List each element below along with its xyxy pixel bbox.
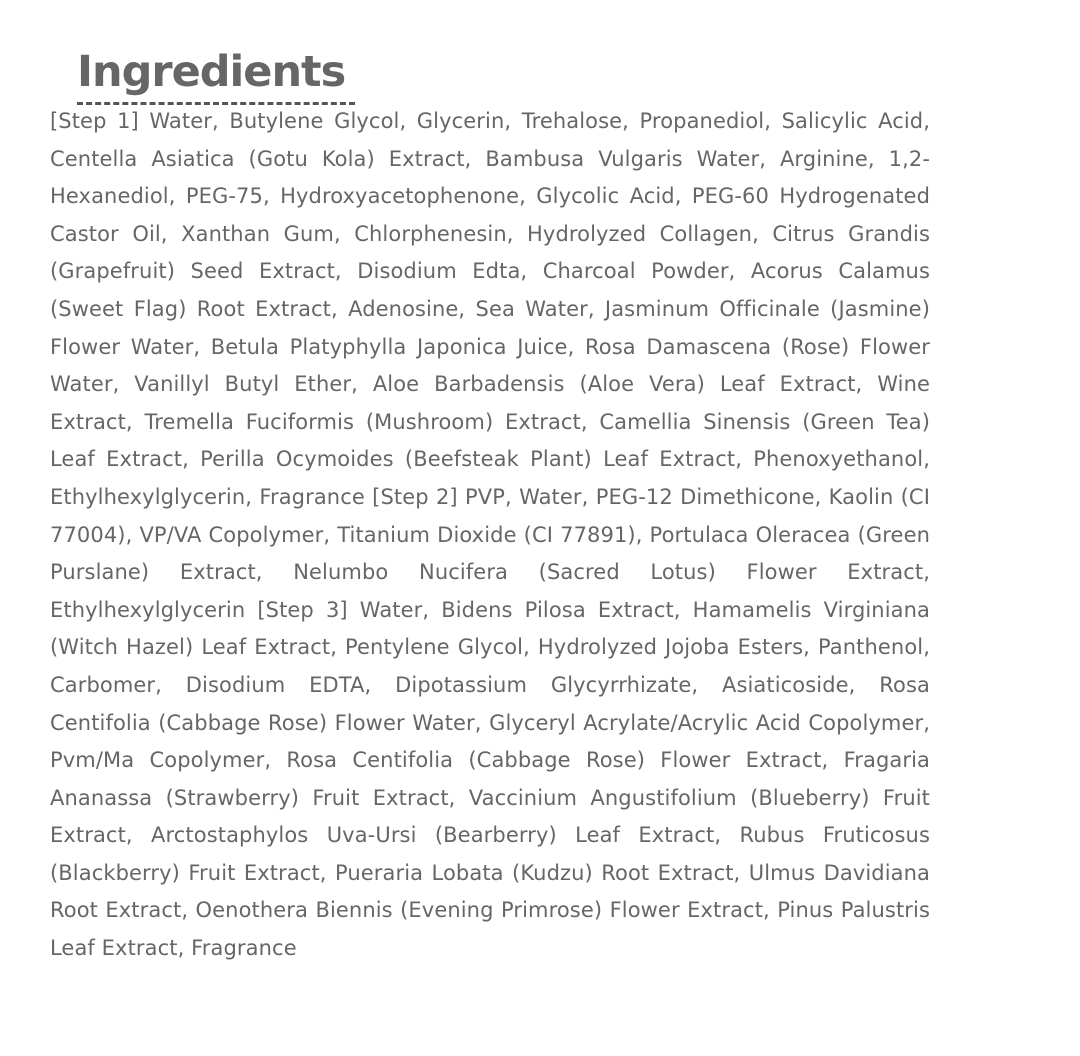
section-title: Ingredients <box>77 47 346 97</box>
ingredients-list-text: [Step 1] Water, Butylene Glycol, Glycerin, Trehalose, Propanediol, Salicylic Acid, Centella Asiatica (Gotu Kola) Extract, Bambusa Vulgaris Water, Arginine, 1,2-Hexanediol, PEG-75, Hydroxyacetophenone, Glycolic Acid, PEG-60 Hydrogenated Castor Oil, Xanthan Gum, Chlorphenesin, Hydrolyzed Collagen, Citrus Grandis (Grapefruit) Seed Extract, Disodium Edta, Charcoal Powder, Acorus Calamus (Sweet Flag) Root Extract, Adenosine, Sea Water, Jasminum Officinale (Jasmine) Flower Water, Betula Platyphylla Japonica Juice, Rosa Damascena (Rose) Flower Water, Vanillyl Butyl Ether, Aloe Barbadensis (Aloe Vera) Leaf Extract, Wine Extract, Tremella Fuciformis (Mushroom) Extract, Camellia Sinensis (Green Tea) Leaf Extract, Perilla Ocymoides (Beefsteak Plant) Leaf Extract, Phenoxyethanol, Ethylhexylglycerin, Fragrance [Step 2] PVP, Water, PEG-12 Dimethicone, Kaolin (CI 77004), VP/VA Copolymer, Titanium Dioxide (CI 77891), Portulaca Oleracea (Green Purslane) Extract, Nelumbo Nucifera (Sacred Lotus) Flower Extract, Ethylhexylglycerin [Step 3] Water, Bidens Pilosa Extract, Hamamelis Virginiana (Witch Hazel) Leaf Extract, Pentylene Glycol, Hydrolyzed Jojoba Esters, Panthenol, Carbomer, Disodium EDTA, Dipotassium Glycyrrhizate, Asiaticoside, Rosa Centifolia (Cabbage Rose) Flower Water, Glyceryl Acrylate/Acrylic Acid Copolymer, Pvm/Ma Copolymer, Rosa Centifolia (Cabbage Rose) Flower Extract, Fragaria Ananassa (Strawberry) Fruit Extract, Vaccinium Angustifolium (Blueberry) Fruit Extract, Arctostaphylos Uva-Ursi (Bearberry) Leaf Extract, Rubus Fruticosus (Blackberry) Fruit Extract, Pueraria Lobata (Kudzu) Root Extract, Ulmus Davidiana Root Extract, Oenothera Biennis (Evening Primrose) Flower Extract, Pinus Palustris Leaf Extract, Fragrance <box>50 109 930 961</box>
